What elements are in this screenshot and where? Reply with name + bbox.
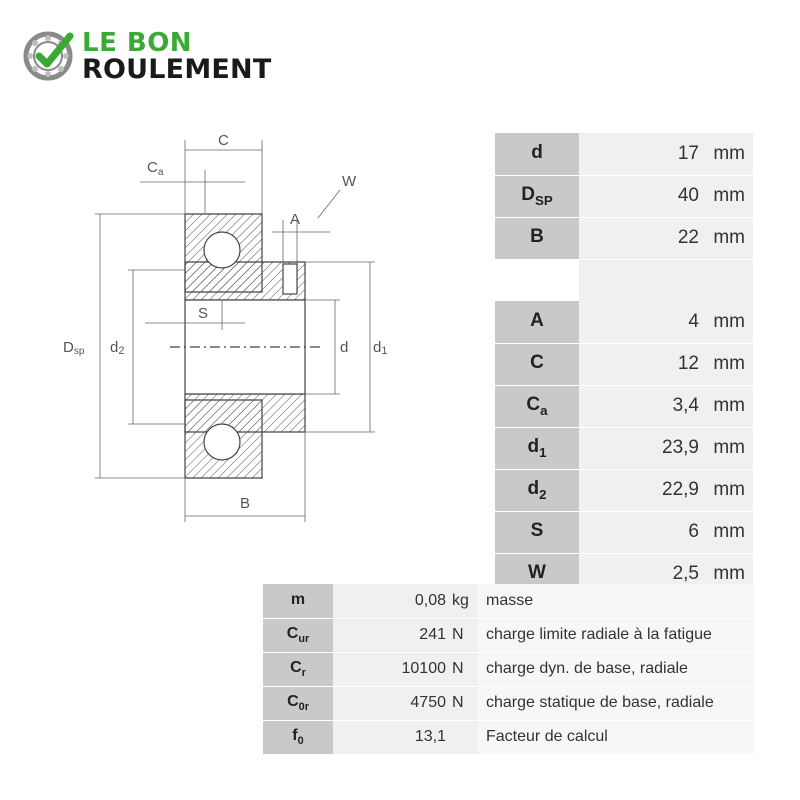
table-row: [495, 343, 753, 385]
load-value: 0,08 kg: [333, 584, 478, 618]
dimension-value: 23,9 mm: [579, 427, 753, 469]
table-row: [263, 584, 754, 618]
table-row: [495, 217, 753, 259]
label-B: B: [240, 495, 251, 512]
dimension-symbol: B: [495, 217, 579, 259]
table-row: [263, 686, 754, 720]
dimension-value: 22 mm: [579, 217, 753, 259]
load-value: 4750 N: [333, 686, 478, 720]
dimensions-table: [495, 133, 753, 596]
dimension-symbol: $D_{SP}$: [495, 175, 579, 217]
dimension-value: 6 mm: [579, 511, 753, 553]
dimension-symbol: $d_2$: [495, 469, 579, 511]
bearing-check-icon: [22, 28, 76, 82]
load-value: 13,1: [333, 720, 478, 754]
load-description: Facteur de calcul: [478, 720, 754, 754]
dimension-symbol: $C_a$: [495, 385, 579, 427]
label-W: W: [342, 173, 357, 190]
dimension-value: 17 mm: [579, 133, 753, 175]
dimension-symbol: $d_1$: [495, 427, 579, 469]
dimension-symbol: W: [495, 553, 579, 595]
load-description: charge statique de base, radiale: [478, 686, 754, 720]
table-row: [495, 385, 753, 427]
dimension-value: 12 mm: [579, 343, 753, 385]
table-row: [263, 618, 754, 652]
bearing-cross-section-drawing: [55, 120, 415, 530]
load-symbol: $C_r$: [263, 652, 333, 686]
table-row: [495, 301, 753, 343]
table-row: [495, 175, 753, 217]
brand-logo: [22, 26, 302, 86]
spacer-cell: [495, 259, 579, 301]
table-row: [495, 427, 753, 469]
load-symbol: $f_0$: [263, 720, 333, 754]
dimension-value: 3,4 mm: [579, 385, 753, 427]
dimension-symbol: d: [495, 133, 579, 175]
logo-text-line2: ROULEMENT: [82, 54, 272, 85]
dimension-symbol: S: [495, 511, 579, 553]
dimension-value: 4 mm: [579, 301, 753, 343]
label-d: d: [340, 339, 349, 356]
load-symbol: m: [263, 584, 333, 618]
spacer-cell: [579, 259, 753, 301]
dimension-value: 2,5 mm: [579, 553, 753, 595]
load-value: 10100 N: [333, 652, 478, 686]
loads-table: [263, 584, 754, 755]
load-description: masse: [478, 584, 754, 618]
logo-text-line1: LE BON: [82, 28, 193, 58]
dimension-symbol: A: [495, 301, 579, 343]
label-S: S: [198, 305, 209, 322]
label-C: C: [218, 132, 229, 149]
load-value: 241 N: [333, 618, 478, 652]
load-symbol: $C_{0r}$: [263, 686, 333, 720]
table-spacer: [495, 259, 753, 301]
label-Dsp: Dsp: [63, 339, 85, 357]
label-Ca: $C_a$: [147, 159, 164, 178]
dimension-value: 22,9 mm: [579, 469, 753, 511]
table-row: [263, 652, 754, 686]
table-row: [263, 720, 754, 754]
load-description: charge dyn. de base, radiale: [478, 652, 754, 686]
load-symbol: $C_{ur}$: [263, 618, 333, 652]
table-row: [495, 469, 753, 511]
label-A: A: [290, 211, 301, 228]
dimension-symbol: C: [495, 343, 579, 385]
table-row: [495, 511, 753, 553]
label-d1: d1: [373, 339, 388, 357]
table-row: [495, 133, 753, 175]
dimension-value: 40 mm: [579, 175, 753, 217]
load-description: charge limite radiale à la fatigue: [478, 618, 754, 652]
label-d2: d2: [110, 339, 125, 357]
